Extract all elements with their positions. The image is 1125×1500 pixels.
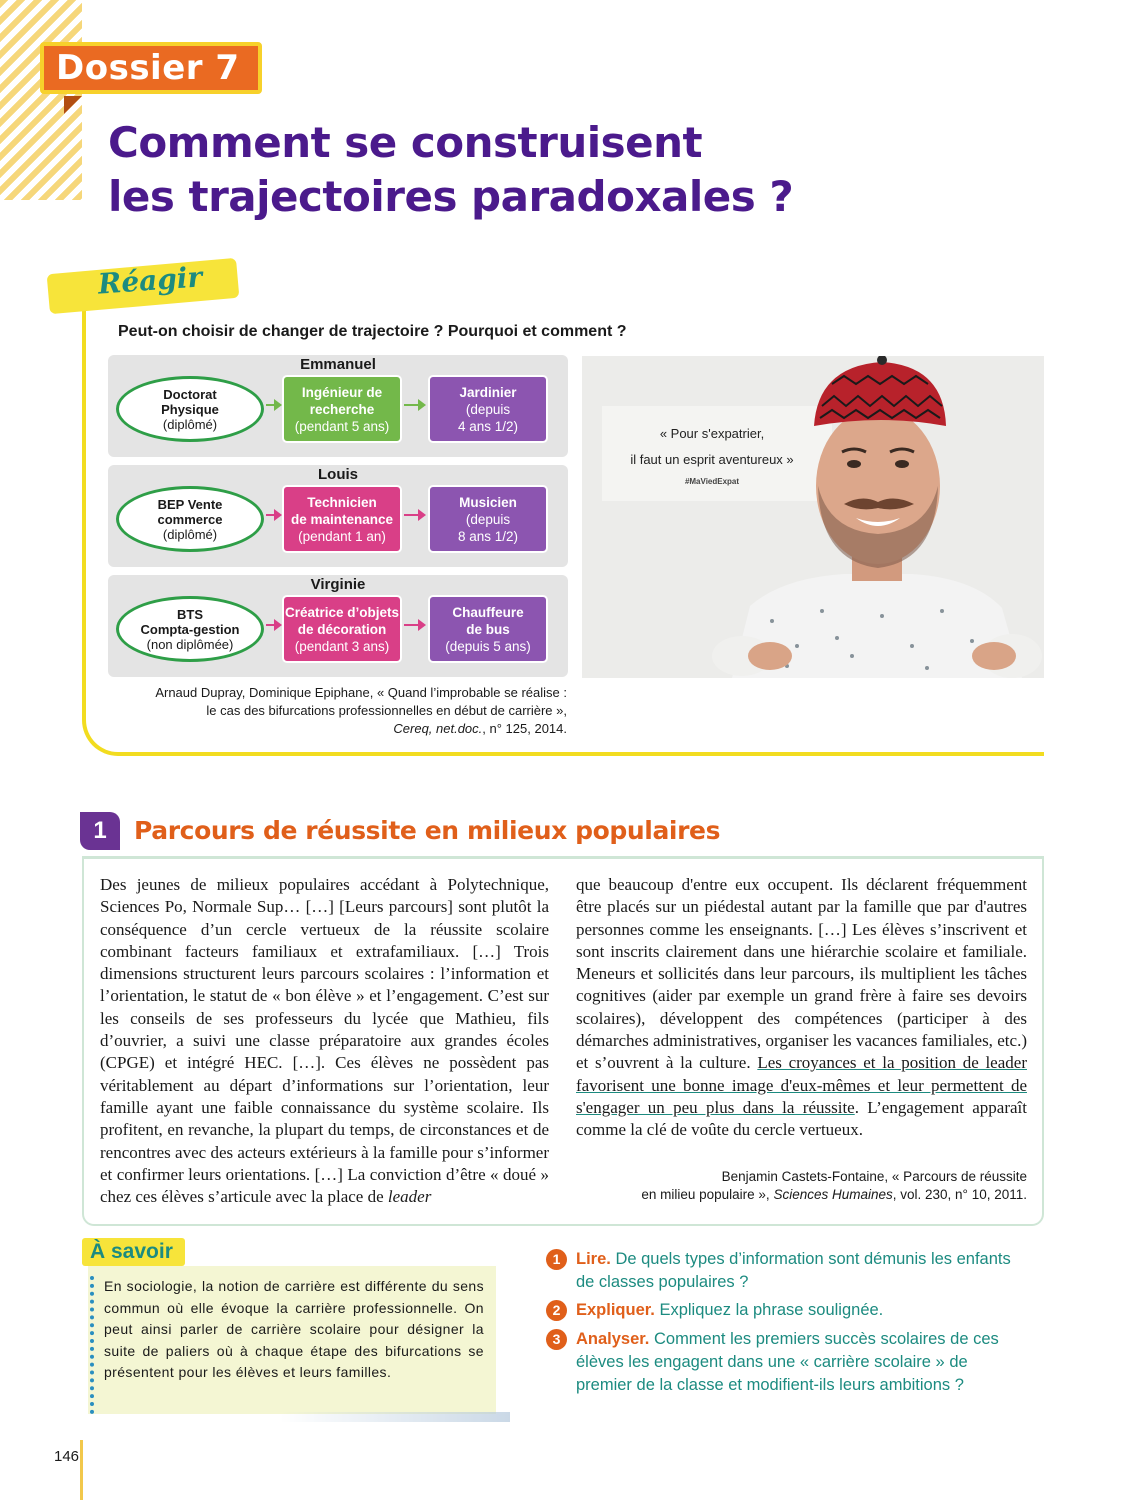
question-number: 3: [546, 1329, 567, 1350]
page-title-line-2: les trajectoires paradoxales ?: [108, 172, 794, 221]
current-job-line3: (depuis 5 ans): [445, 638, 531, 654]
first-job-line1: Créatrice d’objets: [284, 604, 400, 620]
text-column-1-italic: leader: [387, 1187, 432, 1207]
origin-diploma-line1: BTS: [177, 606, 203, 622]
current-job-box: [428, 375, 548, 443]
text-column-2-body-a: que beaucoup d'entre eux occupent. Ils déclarent fréquemment être placés sur un piédestal autant par la famille que par d'autres personnes comme les enseignants. […] Les élèves s’inscrivent et sont inscrits clairement dans une hiérarchie scolaire et familiale. Meneurs et sollicités dans leur parcours, ils multiplient les tâches cognitives (aider par exemple un grand frère à faire ses devoirs scolaires), développent des compétences (participer à des démarches administratives, organiser les vacances familiales, etc.) et s’ouvrent à la culture.: [576, 875, 1027, 1073]
origin-diploma-line2: Compta-gestion: [140, 621, 240, 637]
text-column-2-body-b: . L’engagement apparaît comme la clé de voûte du cercle vertueux.: [576, 1097, 1027, 1140]
current-job-line2: (depuis: [465, 401, 511, 417]
origin-diploma: [116, 596, 264, 662]
current-job-box: [428, 485, 548, 553]
question-body: [576, 1248, 1026, 1294]
current-job-box: [428, 595, 548, 663]
text-column-1: [100, 874, 549, 1208]
origin-diploma-line1: BEP Vente: [157, 496, 223, 512]
arrow-right-icon: [404, 514, 424, 516]
arrow-right-icon: [404, 404, 424, 406]
reagir-source: [120, 684, 567, 738]
origin-diploma: [116, 376, 264, 442]
page-number-bar: [80, 1440, 83, 1500]
question-keyword: Expliquer.: [576, 1301, 655, 1319]
dossier-label: Dossier 7: [40, 42, 262, 94]
origin-diploma-status: (diplômé): [162, 526, 218, 542]
first-job-duration: (pendant 1 an): [298, 528, 386, 544]
origin-diploma-status: (diplômé): [162, 416, 218, 432]
trajectory-name: Virginie: [310, 576, 366, 593]
origin-diploma-status: (non diplômée): [146, 636, 234, 652]
question-number: 1: [546, 1249, 567, 1270]
first-job-line2: de décoration: [297, 621, 387, 637]
section-source: [600, 1168, 1027, 1204]
source-line-2: le cas des bifurcations professionnelles en début de carrière »,: [206, 703, 567, 718]
trajectory-panel-louis: [108, 465, 568, 567]
arrow-right-icon: [404, 624, 424, 626]
portrait-photo: [582, 356, 1044, 678]
question-text: Expliquez la phrase soulignée.: [654, 1301, 884, 1319]
source-part-a: en milieu populaire »,: [641, 1187, 774, 1202]
current-job-title: Jardinier: [459, 384, 517, 400]
first-job-box: [282, 485, 402, 553]
question-2: [546, 1299, 1026, 1322]
first-job-line1: Technicien: [307, 494, 377, 510]
source-tail: , n° 125, 2014.: [482, 721, 567, 736]
first-job-line1: Ingénieur de: [301, 384, 383, 400]
trajectory-name: Louis: [318, 466, 358, 483]
source-line-1: Benjamin Castets-Fontaine, « Parcours de réussite: [721, 1169, 1027, 1184]
arrow-right-icon: [266, 404, 280, 406]
source-publication: Cereq, net.doc.: [393, 721, 483, 736]
page-title: [108, 116, 1008, 224]
section-number: 1: [80, 812, 120, 850]
trajectory-panel-virginie: [108, 575, 568, 677]
a-savoir-text: En sociologie, la notion de carrière est différente du sens commun où elle évoque la carrière professionnelle. On peut ainsi parler de carrière scolaire pour désigner la suite de paliers où à chaque étape des bifurcations se présentent pour les élèves et leurs familles.: [104, 1278, 484, 1381]
trajectory-panel-emmanuel: [108, 355, 568, 457]
trajectory-name: Emmanuel: [300, 356, 376, 373]
photo-hashtag: #MaViedExpat: [684, 477, 740, 486]
arrow-right-icon: [266, 514, 280, 516]
first-job-duration: (pendant 5 ans): [294, 418, 390, 434]
a-savoir-dotted-rule: [90, 1276, 94, 1414]
first-job-duration: (pendant 3 ans): [294, 638, 390, 654]
question-3: [546, 1328, 1026, 1397]
dossier-label-fold: [64, 96, 82, 114]
source-line-1: Arnaud Dupray, Dominique Epiphane, « Quand l’improbable se réalise :: [155, 685, 567, 700]
photo-quote-line2: il faut un esprit aventureux »: [630, 452, 794, 467]
current-job-line2: de bus: [466, 621, 510, 637]
section-title: Parcours de réussite en milieux populaires: [134, 816, 721, 845]
source-line-2: [600, 1186, 1027, 1204]
question-body: [576, 1299, 1026, 1322]
source-line-3: [120, 720, 567, 738]
photo-quote-line1: « Pour s'expatrier,: [659, 426, 765, 441]
page-title-line-1: Comment se construisent: [108, 118, 703, 167]
text-column-2: [576, 874, 1027, 1142]
page-number: 146: [54, 1448, 80, 1465]
a-savoir-shadow: [280, 1412, 510, 1422]
source-publication: Sciences Humaines: [773, 1187, 893, 1202]
question-text: Comment les premiers succès scolaires de ces élèves les engagent dans une « carrière scolaire » de premier de la classe et modifient-ils leurs ambitions ?: [576, 1330, 999, 1394]
origin-diploma-line2: commerce: [157, 511, 223, 527]
current-job-line3: 8 ans 1/2): [457, 528, 519, 544]
first-job-box: [282, 595, 402, 663]
origin-diploma-line1: Doctorat: [163, 386, 217, 402]
underlined-sentence: Les croyances et la position de leader favorisent une bonne image d'eux-mêmes et leur permettent de s'engager un peu plus dans la réussite: [576, 1053, 1027, 1117]
question-body: [576, 1328, 1026, 1397]
current-job-line2: (depuis: [465, 511, 511, 527]
reagir-label: Réagir: [96, 260, 204, 301]
arrow-right-icon: [266, 624, 280, 626]
a-savoir-label: À savoir: [82, 1238, 185, 1266]
question-keyword: Analyser.: [576, 1330, 650, 1348]
current-job-title: Musicien: [459, 494, 517, 510]
origin-diploma: [116, 486, 264, 552]
current-job-line3: 4 ans 1/2): [457, 418, 519, 434]
first-job-box: [282, 375, 402, 443]
first-job-line2: recherche: [309, 401, 375, 417]
current-job-title: Chauffeure: [452, 604, 524, 620]
source-part-b: , vol. 230, n° 10, 2011.: [892, 1187, 1027, 1202]
origin-diploma-line2: Physique: [161, 401, 219, 417]
first-job-line2: de maintenance: [290, 511, 394, 527]
text-column-1-body: Des jeunes de milieux populaires accédant à Polytechnique, Sciences Po, Normale Sup… […] [Leurs parcours] sont plutôt la conséquence d’un cercle vertueux de la réussite scolaire combinant facteurs familiaux et extrafamiliaux. […] Trois dimensions structurent leurs parcours scolaires : l’information et l’orientation, le statut de « bon élève » et l’engagement. C’est sur les conseils de ses professeurs du lycée que Mathieu, fils d’ouvrier, a suivi une classe préparatoire aux grandes écoles (CPGE) et intégré HEC. […]. Ces élèves ne possèdent pas véritablement au départ d’informations sur l’orientation, leur famille ayant une faible connaissance du système scolaire. Ils profitent, en revanche, la plupart du temps, de circonstances et de rencontres avec des acteurs extérieurs à la famille pour s’informer et confirmer leurs orientations. […] La conviction d’être « doué » chez ces élèves s’articule avec la place de: [100, 875, 549, 1207]
question-text: De quels types d’information sont démunis les enfants de classes populaires ?: [576, 1250, 1011, 1291]
question-keyword: Lire.: [576, 1250, 611, 1268]
portrait-illustration: [582, 356, 1044, 678]
question-number: 2: [546, 1300, 567, 1321]
reagir-question: Peut-on choisir de changer de trajectoire ? Pourquoi et comment ?: [118, 323, 627, 340]
question-1: [546, 1248, 1026, 1294]
